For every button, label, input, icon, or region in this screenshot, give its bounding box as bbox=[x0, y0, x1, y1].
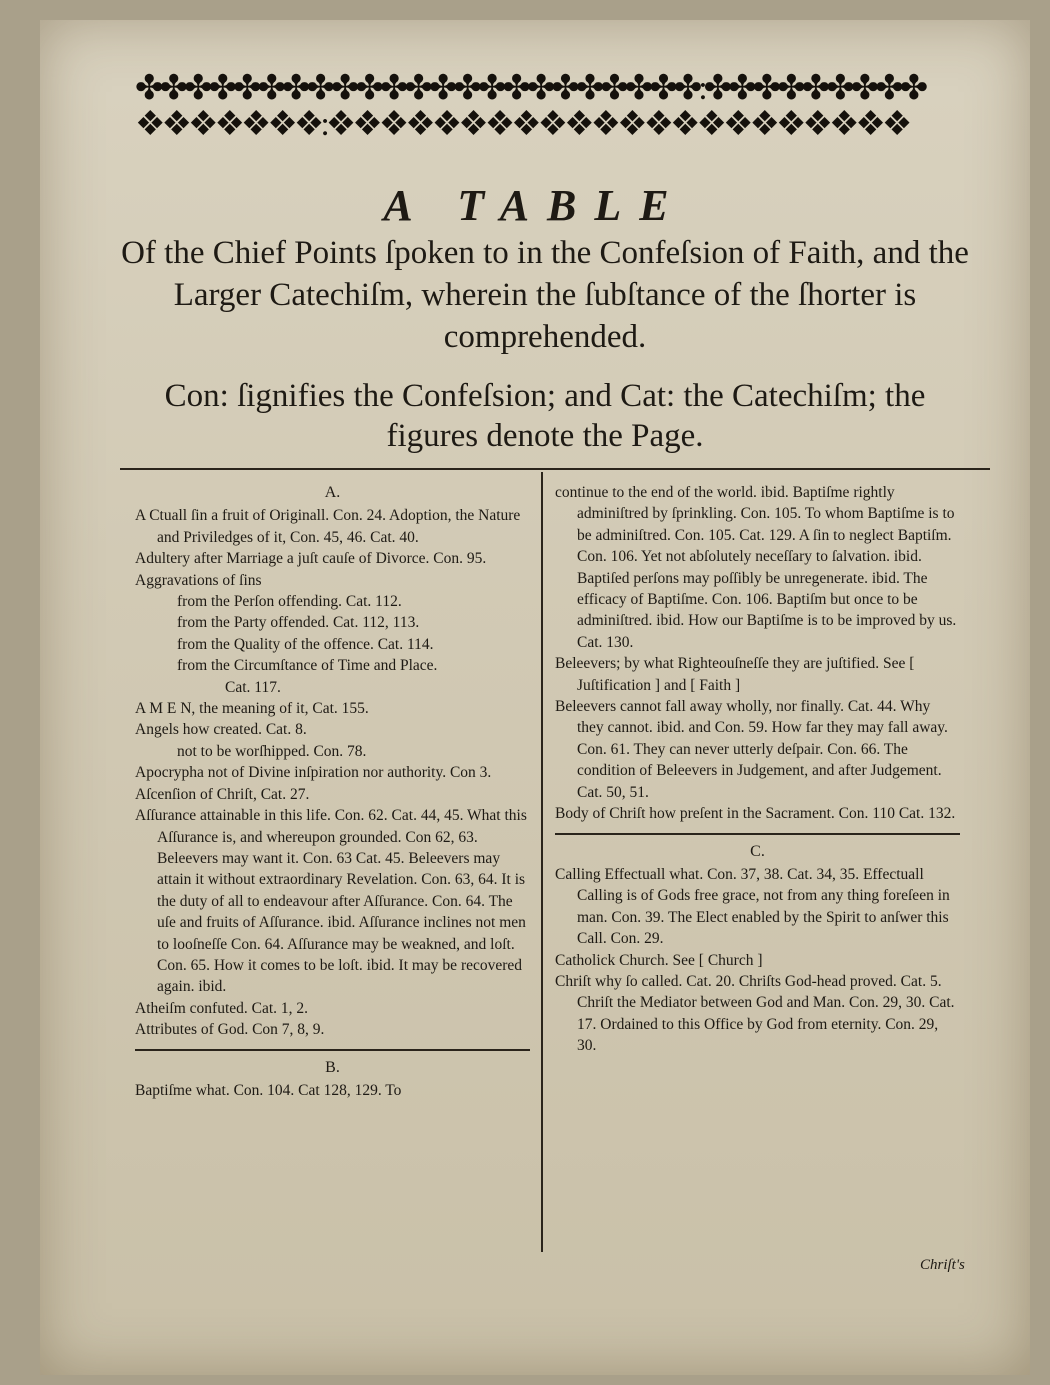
ornament-band-bottom: ❖❖❖❖❖❖❖:❖❖❖❖❖❖❖❖❖❖❖❖❖❖❖❖❖❖❖❖❖❖ bbox=[135, 108, 909, 142]
index-entry: Beleevers cannot fall away wholly, nor finally. Cat. 44. Why they cannot. ibid. and Con. 59. How far they may fall away. Con. 61. They can never utterly deſpair. Con. 66. The condition of Beleevers in Judgement, and after Judgement. Cat. 50, 51. bbox=[555, 698, 948, 801]
index-entry: Catholick Church. See [ Church ] bbox=[555, 951, 763, 969]
page-subtitle: Of the Chief Points ſpoken to in the Confeſsion of Faith, and the Larger Catechiſm, wherein the ſubſtance of the ſhorter is comprehended. bbox=[121, 235, 969, 355]
abbreviation-key: Con: ſignifies the Confeſsion; and Cat: the Catechiſm; the figures denote the Page. bbox=[164, 378, 926, 454]
index-entry: Chriſt why ſo called. Cat. 20. Chriſts God-head proved. Cat. 5. Chriſt the Mediator between God and Man. Con. 29, 30. Cat. 17. Ordained to this Office by God from eternity. Con. 29, 30. bbox=[555, 972, 955, 1055]
index-subentry: from the Circumſtance of Time and Place. bbox=[177, 657, 438, 675]
column-divider bbox=[541, 472, 543, 1252]
left-column bbox=[135, 482, 530, 1101]
index-subentry: from the Quality of the offence. Cat. 114. bbox=[177, 635, 434, 653]
index-entry: Apocrypha not of Divine inſpiration nor authority. Con 3. bbox=[135, 764, 492, 782]
catchword: Chriſt's bbox=[920, 1257, 965, 1273]
section-letter-a: A. bbox=[324, 484, 341, 501]
index-subentry: Cat. 117. bbox=[225, 678, 281, 696]
index-entry: A M E N, the meaning of it, Cat. 155. bbox=[135, 700, 369, 718]
index-entry: Atheiſm confuted. Cat. 1, 2. bbox=[135, 999, 309, 1017]
index-entry: Body of Chriſt how preſent in the Sacrament. Con. 110 Cat. 132. bbox=[555, 805, 956, 823]
index-entry: Aggravations of ſins bbox=[135, 571, 262, 589]
index-entry: Beleevers; by what Righteouſneſſe they are juſtified. See [ Juſtification ] and [ Faith ] bbox=[555, 655, 915, 694]
index-entry: Aſſurance attainable in this life. Con. 62. Cat. 44, 45. What this Aſſurance is, and whereupon grounded. Con 62, 63. Beleevers may want it. Con. 63 Cat. 45. Beleevers may attain it without extraordinary Revelation. Con. 63, 64. It is the duty of all to endeavour after Aſſurance. Con. 64. The uſe and fruits of Aſſurance. ibid. Aſſurance inclines not men to looſneſſe Con. 64. Aſſurance may be weakned, and loſt. Con. 65. How it comes to be loſt. ibid. It may be recovered again. ibid. bbox=[135, 807, 527, 996]
ornament-band-top: ✤✤✤✤✤✤✤✤✤✤✤✤✤✤✤✤✤✤✤✤✤✤✤:✤✤✤✤✤✤✤✤✤ bbox=[135, 72, 925, 106]
right-column bbox=[555, 482, 960, 1057]
index-entry: Attributes of God. Con 7, 8, 9. bbox=[135, 1021, 325, 1039]
index-entry: Aſcenſion of Chriſt, Cat. 27. bbox=[135, 785, 310, 803]
page-title: A TABLE bbox=[383, 181, 687, 230]
index-entry: A Ctuall ſin a fruit of Originall. Con. 24. Adoption, the Nature and Priviledges of it, Con. 45, 46. Cat. 40. bbox=[135, 507, 521, 546]
section-letter-b: B. bbox=[325, 1058, 340, 1076]
header-rule bbox=[120, 468, 990, 470]
index-entry: Baptiſme what. Con. 104. Cat 128, 129. To bbox=[135, 1081, 402, 1099]
index-subentry: from the Perſon offending. Cat. 112. bbox=[177, 593, 402, 611]
index-entry: Calling Effectuall what. Con. 37, 38. Cat. 34, 35. Effectuall Calling is of Gods free grace, not from any thing foreſeen in man. Con. 39. The Elect enabled by the Spirit to anſwer this Call. Con. 29. bbox=[555, 865, 950, 948]
section-rule bbox=[135, 1049, 530, 1051]
section-rule bbox=[555, 833, 960, 835]
book-page bbox=[40, 20, 1030, 1375]
index-subentry: not to be worſhipped. Con. 78. bbox=[177, 742, 367, 760]
section-letter-c: C. bbox=[750, 842, 765, 860]
index-subentry: from the Party offended. Cat. 112, 113. bbox=[177, 614, 420, 632]
index-entry: continue to the end of the world. ibid. Baptiſme rightly adminiſtred by ſprinkling. Con. 105. To whom Baptiſme is to be adminiſtred. Con. 105. Cat. 129. A ſin to neglect Baptiſm. Con. 106. Yet not abſolutely neceſſary to ſalvation. ibid. Baptiſed perſons may poſſibly be unregenerate. ibid. The efficacy of Baptiſme. Con. 106. Baptiſm but once to be adminiſtred. ibid. How our Baptiſme is to be improved by us. Cat. 130. bbox=[555, 484, 957, 651]
index-entry: Angels how created. Cat. 8. bbox=[135, 721, 307, 739]
index-entry: Adultery after Marriage a juſt cauſe of Divorce. Con. 95. bbox=[135, 550, 487, 568]
